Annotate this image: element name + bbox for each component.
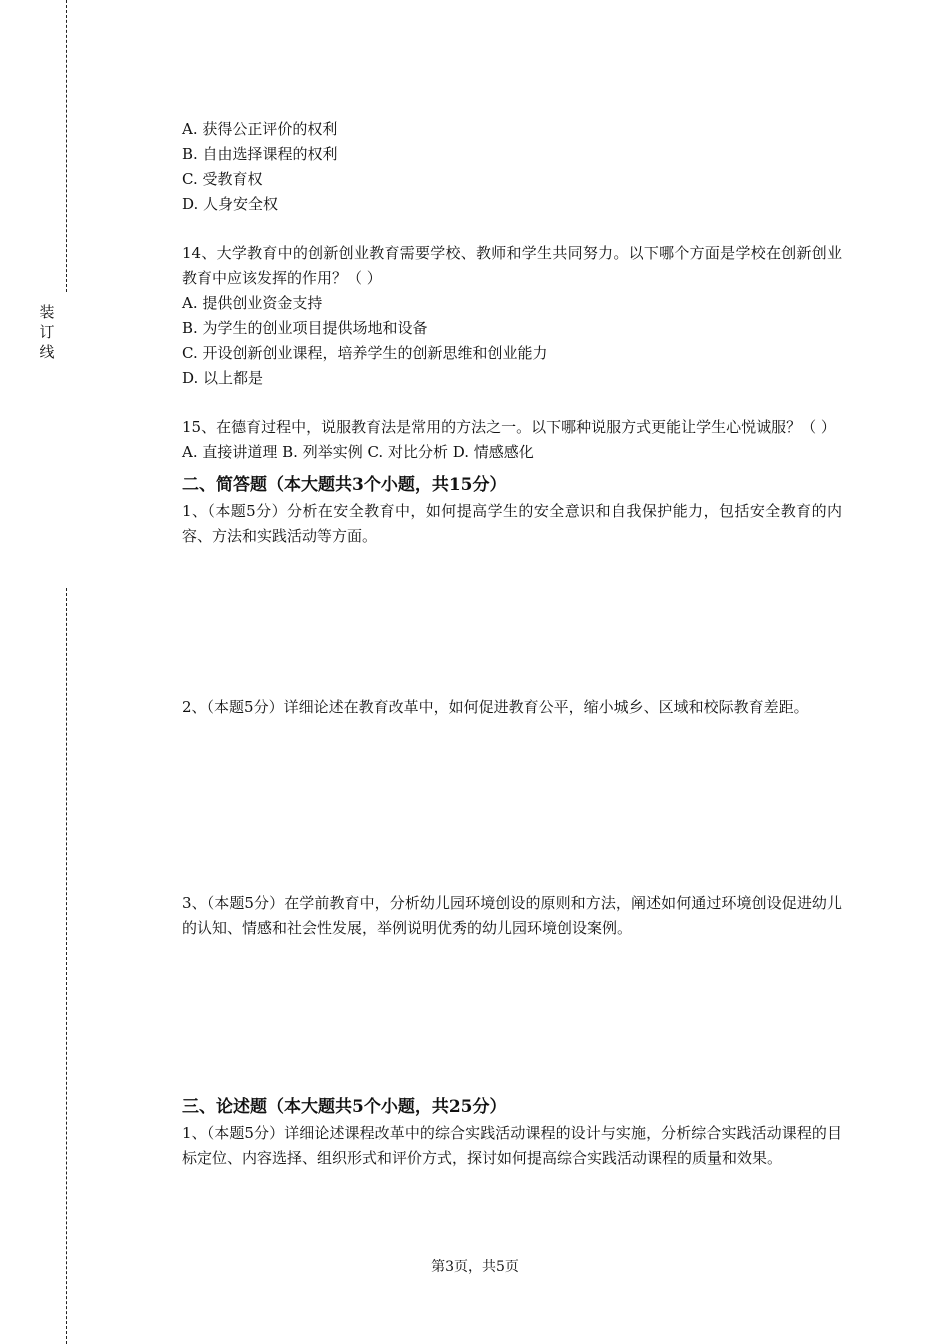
- option-row: A. 直接讲道理 B. 列举实例 C. 对比分析 D. 情感感化: [182, 443, 534, 461]
- question-13-options: [182, 117, 842, 217]
- section-title: 三、论述题（本大题共5个小题，共25分）: [182, 1097, 507, 1117]
- binding-line-bottom: [66, 588, 67, 1344]
- option: D. 人身安全权: [182, 195, 279, 213]
- section-title: 二、简答题（本大题共3个小题，共15分）: [182, 475, 507, 495]
- short-answer-question: 2、（本题5分）详细论述在教育改革中，如何促进教育公平，缩小城乡、区域和校际教育差距。: [182, 698, 809, 716]
- question-15: [182, 415, 842, 465]
- essay-question: 1、（本题5分）详细论述课程改革中的综合实践活动课程的设计与实施，分析综合实践活动课程的目标定位、内容选择、组织形式和评价方式，探讨如何提高综合实践活动课程的质量和效果。: [182, 1124, 842, 1167]
- question-14: [182, 241, 842, 391]
- exam-content: [182, 117, 842, 1171]
- section-short-answer: [182, 471, 842, 1087]
- binding-char: 订: [39, 323, 55, 341]
- binding-label: [38, 302, 56, 362]
- question-stem: 14、大学教育中的创新创业教育需要学校、教师和学生共同努力。以下哪个方面是学校在创新创业教育中应该发挥的作用？（ ）: [182, 244, 842, 287]
- short-answer-question: 1、（本题5分）分析在安全教育中，如何提高学生的安全意识和自我保护能力，包括安全教育的内容、方法和实践活动等方面。: [182, 502, 842, 545]
- option: A. 获得公正评价的权利: [182, 120, 338, 138]
- option: B. 自由选择课程的权利: [182, 145, 338, 163]
- question-stem: 15、在德育过程中，说服教育法是常用的方法之一。以下哪种说服方式更能让学生心悦诚服？（ ）: [182, 418, 836, 436]
- option: D. 以上都是: [182, 369, 264, 387]
- option: C. 开设创新创业课程，培养学生的创新思维和创业能力: [182, 344, 548, 362]
- option: B. 为学生的创业项目提供场地和设备: [182, 319, 428, 337]
- page-number: 第3页，共5页: [431, 1259, 519, 1275]
- short-answer-question: 3、（本题5分）在学前教育中，分析幼儿园环境创设的原则和方法，阐述如何通过环境创设促进幼儿的认知、情感和社会性发展，举例说明优秀的幼儿园环境创设案例。: [182, 894, 842, 937]
- option: C. 受教育权: [182, 170, 263, 188]
- binding-char: 线: [39, 343, 55, 361]
- binding-line-top: [66, 0, 67, 292]
- binding-char: 装: [39, 303, 55, 321]
- section-essay: [182, 1093, 842, 1171]
- option: A. 提供创业资金支持: [182, 294, 323, 312]
